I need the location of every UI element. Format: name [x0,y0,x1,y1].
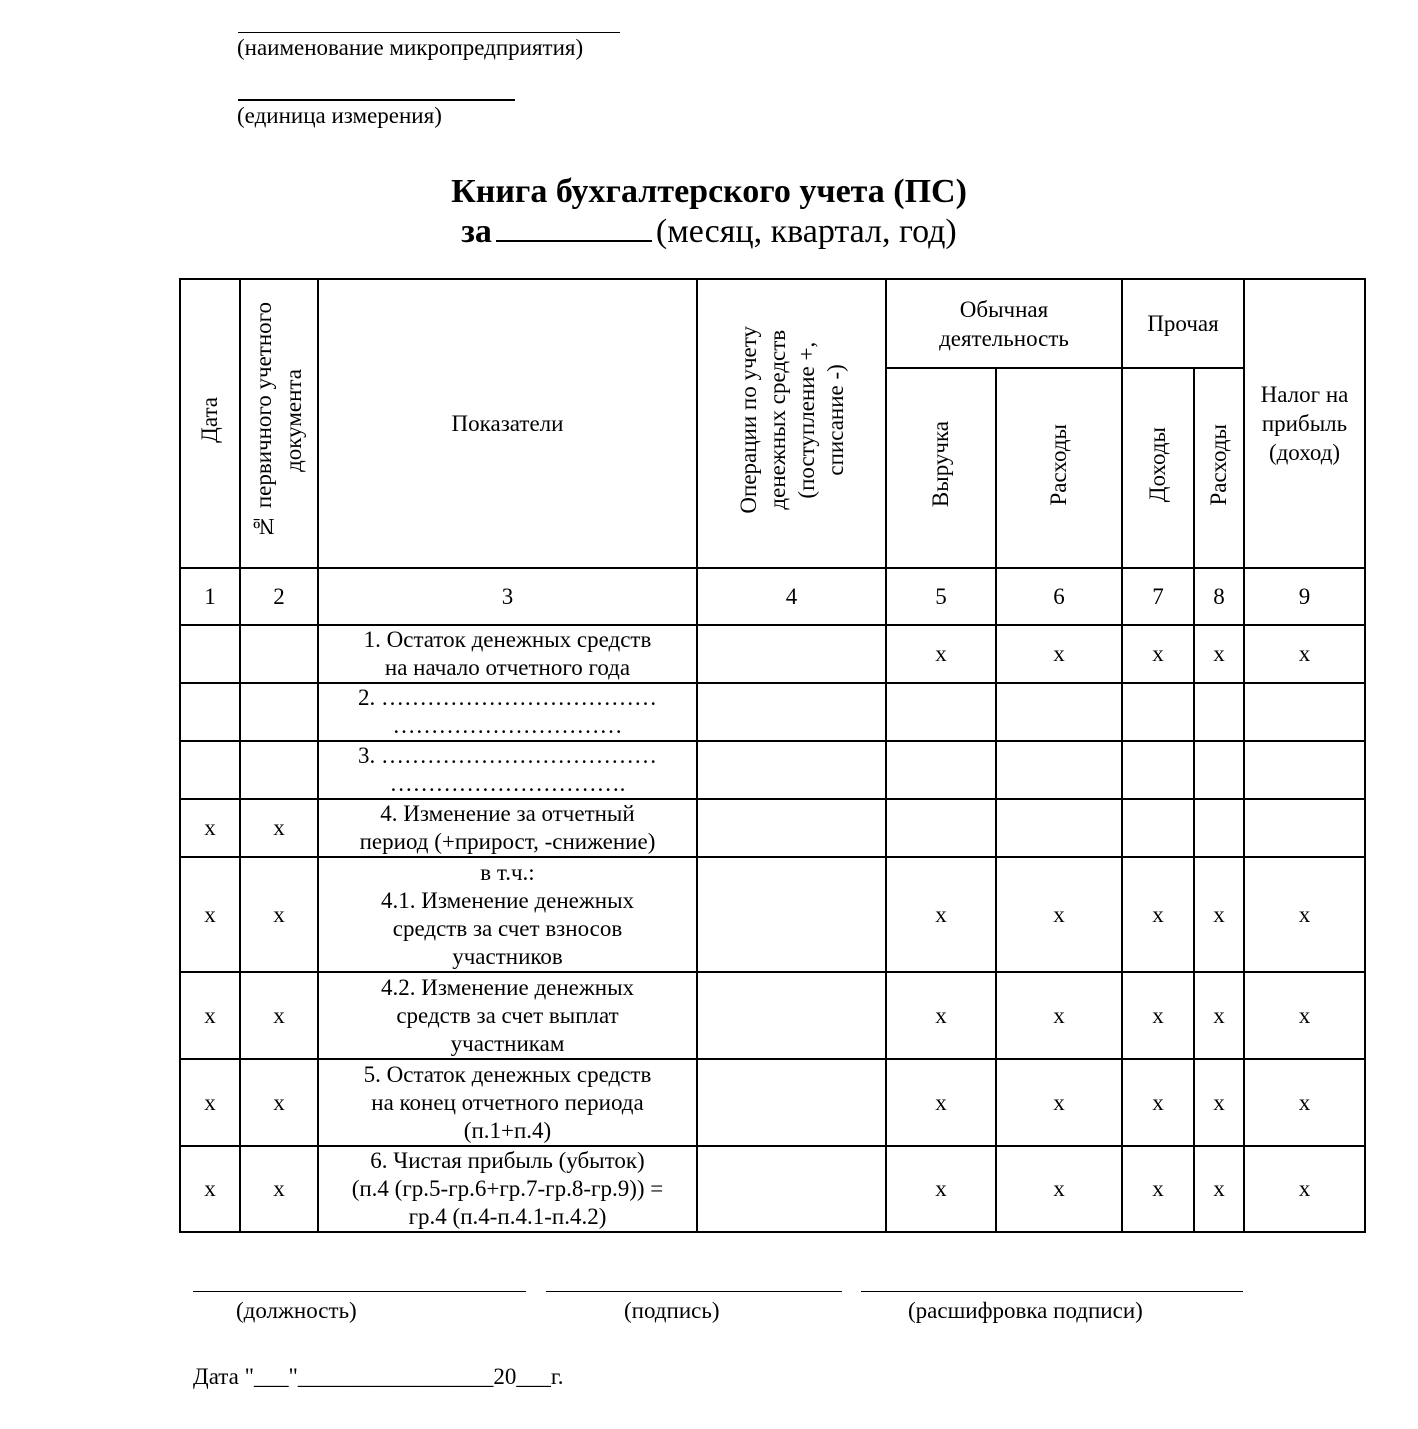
cell-indicator [318,741,697,799]
cell-income-other: x [1122,625,1194,683]
indicator-text-line: средств за счет выплат [396,1002,619,1028]
header-doc-no-l2: документа [281,368,306,472]
column-number: 5 [886,568,996,625]
signature-line [546,1291,842,1292]
period-prefix: за [461,213,492,250]
cell-revenue: x [886,857,996,972]
cell-revenue: x [886,1146,996,1232]
indicator-text-line: на начало отчетного года [384,655,631,680]
header-date: Дата [180,279,240,568]
cell-income-other [1122,683,1194,741]
cell-cash-operation [697,683,886,741]
cell-expenses-other: x [1194,857,1244,972]
cell-doc-no: x [240,972,318,1059]
cell-profit-tax: x [1244,1146,1365,1232]
indicator-text-line: ………………………… [392,713,623,738]
header-doc-no-l1: № первичного учетного [251,301,276,539]
cell-expenses-other [1194,799,1244,857]
indicator-text-line: 1. Остаток денежных средств [363,627,652,652]
period-blank [496,212,652,242]
header-profit-tax: Налог на прибыль (доход) [1244,279,1365,568]
cell-expenses-ordinary: x [996,1059,1122,1146]
cell-revenue [886,683,996,741]
cell-cash-operation [697,741,886,799]
cell-indicator [318,625,697,683]
cell-date [180,741,240,799]
table-row [180,1146,1365,1232]
org-name-line [238,32,620,33]
period-suffix: (месяц, квартал, год) [655,213,957,250]
cell-cash-operation [697,857,886,972]
indicator-text-line: участников [452,943,563,969]
header-income-other: Доходы [1122,368,1194,568]
cell-indicator [318,972,697,1059]
cell-income-other [1122,799,1194,857]
cell-profit-tax: x [1244,857,1365,972]
cell-doc-no [240,683,318,741]
column-number: 8 [1194,568,1244,625]
cell-date: x [180,857,240,972]
column-number-row [180,568,1365,625]
cell-indicator [318,799,697,857]
cell-doc-no [240,625,318,683]
cell-date: x [180,799,240,857]
indicator-text-line: 5. Остаток денежных средств [363,1061,652,1087]
column-number: 6 [996,568,1122,625]
column-number: 3 [318,568,697,625]
cell-expenses-ordinary [996,741,1122,799]
ledger-body [180,625,1365,1232]
position-line [193,1291,526,1292]
indicator-text-line: период (+прирост, -снижение) [359,829,656,854]
cell-doc-no [240,741,318,799]
indicator-text-line: 4.1. Изменение денежных [380,887,635,913]
cell-income-other [1122,741,1194,799]
cell-expenses-ordinary [996,799,1122,857]
indicator-text-line: (п.4 (гр.5-гр.6+гр.7-гр.8-гр.9)) = [351,1176,664,1201]
cell-indicator [318,1059,697,1146]
ledger-table [179,278,1366,1233]
cell-expenses-other: x [1194,972,1244,1059]
cell-expenses-ordinary: x [996,625,1122,683]
cell-doc-no: x [240,799,318,857]
cell-revenue [886,799,996,857]
unit-caption: (единица измерения) [237,103,442,128]
cell-expenses-other: x [1194,625,1244,683]
indicator-text-line: (п.1+п.4) [463,1117,552,1143]
cell-profit-tax: x [1244,625,1365,683]
cell-cash-operation [697,1146,886,1232]
header-indicators: Показатели [318,279,697,568]
cell-income-other: x [1122,1059,1194,1146]
table-row [180,1059,1365,1146]
indicator-text-line: гр.4 (п.4-п.4.1-п.4.2) [408,1204,607,1229]
column-number: 7 [1122,568,1194,625]
table-row [180,972,1365,1059]
cell-revenue: x [886,972,996,1059]
cell-expenses-other [1194,741,1244,799]
decoding-caption: (расшифровка подписи) [908,1298,1143,1323]
indicator-text-line: участникам [450,1030,565,1056]
cell-expenses-other: x [1194,1059,1244,1146]
cell-expenses-ordinary [996,683,1122,741]
cell-doc-no: x [240,1146,318,1232]
column-number: 1 [180,568,240,625]
column-number: 9 [1244,568,1365,625]
position-caption: (должность) [236,1298,357,1323]
cell-doc-no: x [240,857,318,972]
cell-expenses-ordinary: x [996,1146,1122,1232]
date-line: Дата "___"_________________20___г. [193,1364,564,1389]
indicator-text-line: …………………………. [389,771,626,796]
table-row [180,799,1365,857]
header-doc-no [240,279,318,568]
cell-revenue: x [886,1059,996,1146]
table-row [180,857,1365,972]
cell-profit-tax: x [1244,972,1365,1059]
unit-line [238,99,515,101]
cell-expenses-other: x [1194,1146,1244,1232]
decoding-line [861,1291,1243,1292]
header-ordinary-activity: Обычная деятельность [886,279,1122,368]
cell-revenue: x [886,625,996,683]
header-expenses-ordinary: Расходы [996,368,1122,568]
cell-cash-operation [697,625,886,683]
indicator-text-line: 6. Чистая прибыль (убыток) [370,1148,645,1173]
indicator-text-line: 2. ……………………………… [358,685,657,710]
cell-cash-operation [697,799,886,857]
cell-indicator [318,857,697,972]
cell-income-other: x [1122,972,1194,1059]
cell-income-other: x [1122,857,1194,972]
column-number: 4 [697,568,886,625]
cell-cash-operation [697,972,886,1059]
header-expenses-other: Расходы [1194,368,1244,568]
cell-profit-tax: x [1244,1059,1365,1146]
header-revenue: Выручка [886,368,996,568]
indicator-text-line: 3. ……………………………… [358,743,657,768]
cell-profit-tax [1244,741,1365,799]
cell-income-other: x [1122,1146,1194,1232]
cell-date [180,625,240,683]
table-row [180,683,1365,741]
cell-expenses-ordinary: x [996,972,1122,1059]
org-name-caption: (наименование микропредприятия) [237,35,584,60]
cell-indicator [318,1146,697,1232]
header-other: Прочая [1122,279,1244,368]
header-cash-operations: Операции по учету денежных средств (поступление +, списание -) [697,279,886,568]
cell-profit-tax [1244,683,1365,741]
cell-expenses-other [1194,683,1244,741]
column-number: 2 [240,568,318,625]
cell-profit-tax [1244,799,1365,857]
cell-revenue [886,741,996,799]
cell-date: x [180,972,240,1059]
cell-date [180,683,240,741]
book-period [0,212,1418,252]
cell-doc-no: x [240,1059,318,1146]
table-row [180,741,1365,799]
cell-expenses-ordinary: x [996,857,1122,972]
indicator-text-line: в т.ч.: [480,859,535,885]
book-title: Книга бухгалтерского учета (ПС) [451,173,967,210]
signature-caption: (подпись) [624,1298,720,1323]
cell-date: x [180,1059,240,1146]
indicator-text-line: на конец отчетного периода [371,1089,644,1115]
cell-indicator [318,683,697,741]
cell-date: x [180,1146,240,1232]
cell-cash-operation [697,1059,886,1146]
indicator-text-line: средств за счет взносов [392,915,623,941]
indicator-text-line: 4.2. Изменение денежных [380,974,635,1000]
indicator-text-line: 4. Изменение за отчетный [380,801,635,826]
table-row [180,625,1365,683]
